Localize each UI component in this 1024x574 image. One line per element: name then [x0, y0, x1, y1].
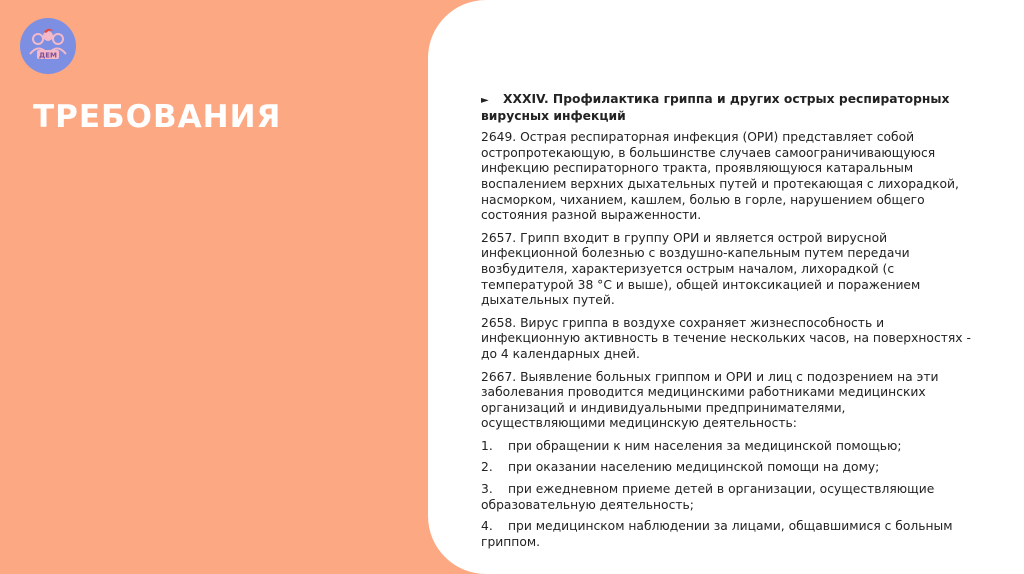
content-text — [481, 92, 973, 556]
list-item-text: при медицинском наблюдении за лицами, общавшимися с больным гриппом. — [481, 519, 953, 549]
list-item — [481, 519, 973, 550]
section-title — [481, 92, 973, 124]
list-item-number: 2. — [481, 460, 493, 475]
paragraph-2658: 2658. Вирус гриппа в воздухе сохраняет жизнеспособность и инфекционную активность в течение нескольких часов, на поверхностях - до 4 календарных дней. — [481, 315, 971, 361]
list-item — [481, 439, 973, 455]
logo — [20, 18, 76, 74]
slide-heading: ТРЕБОВАНИЯ — [33, 99, 282, 135]
section-title-text: XXXIV. Профилактика гриппа и других острых респираторных вирусных инфекций — [481, 92, 950, 123]
list-item — [481, 482, 973, 513]
list-item-text: при ежедневном приеме детей в организации, осуществляющие образовательную деятельность; — [481, 482, 935, 512]
list-item-text: при оказании населению медицинской помощи на дому; — [508, 460, 880, 475]
paragraph-2657: 2657. Грипп входит в группу ОРИ и является острой вирусной инфекционной болезнью с воздушно-капельным путем передачи возбудителя, характеризуется острым началом, лихорадкой (с температурой 38 °С и выше), общей интоксикацией и поражением дыхательных путей. — [481, 230, 921, 308]
list-item-number: 1. — [481, 438, 493, 453]
logo-text: ДЕМ — [39, 51, 57, 60]
arrow-marker-icon: ► — [481, 95, 489, 106]
list-item-text: при обращении к ним населения за медицинской помощью; — [508, 438, 902, 453]
paragraph-2649: 2649. Острая респираторная инфекция (ОРИ) представляет собой остропротекающую, в большинстве случаев самоограничивающуюся инфекцию респираторного тракта, проявляющуюся катаральным воспалением верхних дыхательных путей и протекающая с лихорадкой, насморком, чиханием, кашлем, болью в горле, нарушением общего состояния разной выраженности. — [481, 130, 959, 223]
list-item-number: 3. — [481, 482, 493, 497]
list-item — [481, 460, 973, 476]
list-item-number: 4. — [481, 519, 493, 534]
paragraph-2667: 2667. Выявление больных гриппом и ОРИ и лиц с подозрением на эти заболевания проводится медицинскими работниками медицинских организаций и индивидуальными предпринимателями, осуществляющими медицинскую деятельность: — [481, 369, 939, 431]
team-people-logo-icon — [24, 22, 72, 70]
